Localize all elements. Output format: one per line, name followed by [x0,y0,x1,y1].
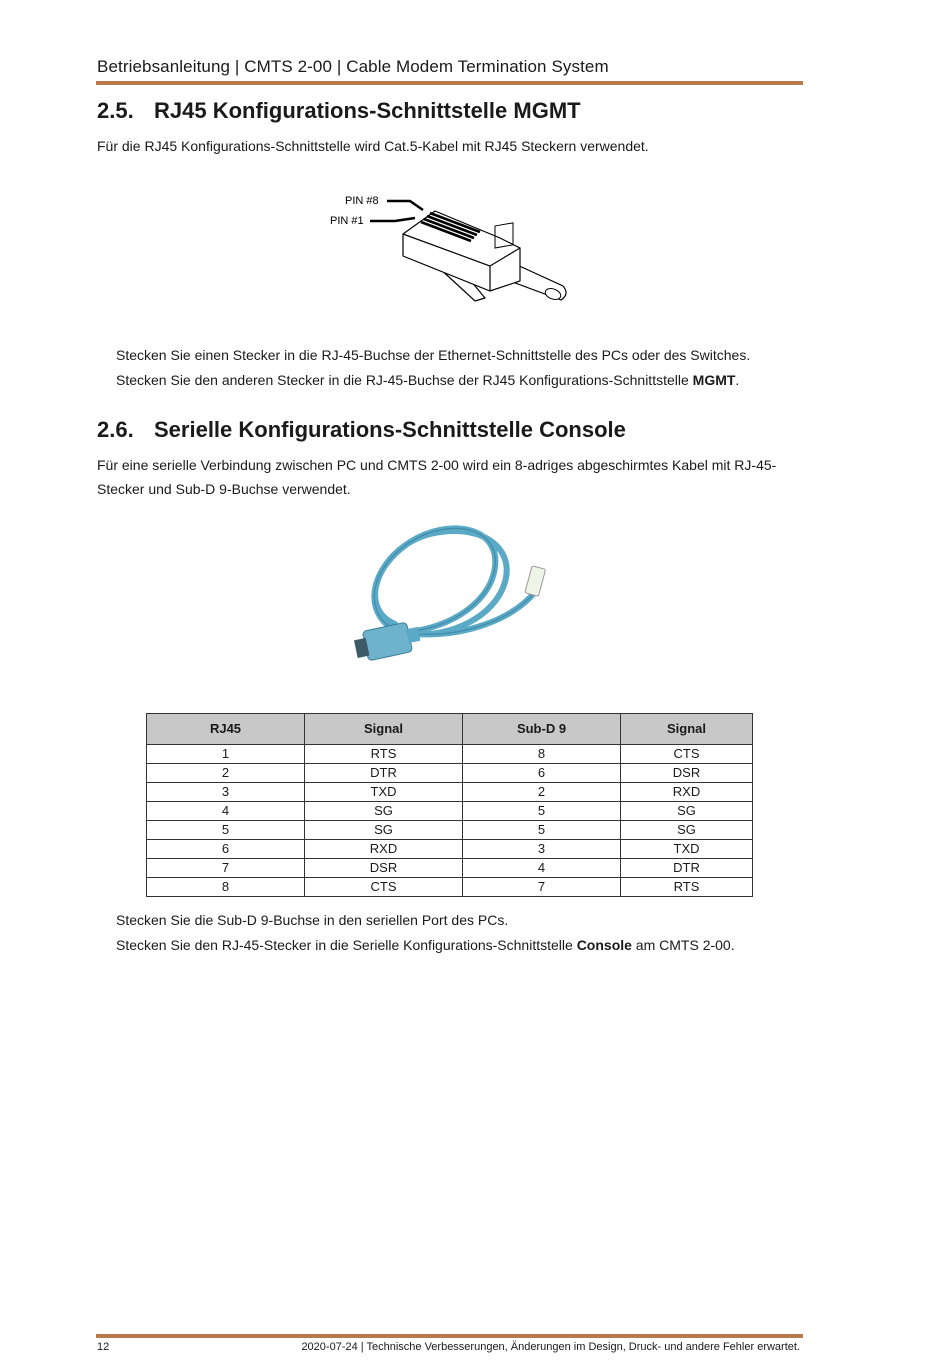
col-header-signal: Signal [305,714,463,745]
step-console-plug [116,937,735,953]
table-row [147,840,753,859]
table-cell: 5 [147,821,305,840]
table-cell: 6 [147,840,305,859]
section-title: Serielle Konfigurations-Schnittstelle Console [154,417,626,442]
table-row [147,764,753,783]
table-cell: 8 [147,878,305,897]
table-row [147,745,753,764]
table-cell: RXD [305,840,463,859]
section-intro [97,453,797,501]
table-cell: 8 [463,745,621,764]
rj45-plug [525,566,546,597]
table-row [147,821,753,840]
section-title: RJ45 Konfigurations-Schnittstelle MGMT [154,98,581,123]
footer-note: 2020-07-24 | Technische Verbesserungen, Änderungen im Design, Druck- und andere Fehler erwartet. [301,1341,800,1353]
header-divider [96,81,803,85]
table-cell: 5 [463,821,621,840]
section-number: 2.6. [97,417,134,442]
table-cell: SG [621,802,753,821]
table-cell: TXD [305,783,463,802]
intro-line-1: Für eine serielle Verbindung zwischen PC und CMTS 2-00 wird ein 8-adriges abgeschirmtes Kabel mit RJ-45- [97,457,777,473]
table-cell: 5 [463,802,621,821]
col-header-rj45: RJ45 [147,714,305,745]
page-number: 12 [97,1341,110,1353]
table-cell: DSR [305,859,463,878]
table-cell: DSR [621,764,753,783]
table-cell: 7 [463,878,621,897]
page-header-title: Betriebsanleitung | CMTS 2-00 | Cable Modem Termination System [97,57,609,76]
step-ethernet-plug: Stecken Sie einen Stecker in die RJ-45-Buchse der Ethernet-Schnittstelle des PCs oder des Switches. [116,347,751,363]
table-cell: SG [305,802,463,821]
table-row [147,859,753,878]
table-cell: RTS [621,878,753,897]
table-cell: DTR [621,859,753,878]
table-cell: RTS [305,745,463,764]
table-cell: 3 [147,783,305,802]
table-cell: RXD [621,783,753,802]
section-number: 2.5. [97,98,134,123]
table-row [147,802,753,821]
table-cell: 2 [463,783,621,802]
col-header-subd9: Sub-D 9 [463,714,621,745]
rj45-connector-diagram [325,186,575,311]
pinout-table [146,713,753,897]
pin1-label: PIN #1 [330,215,364,227]
step-suffix: am CMTS 2-00. [631,937,735,953]
table-cell: SG [621,821,753,840]
table-cell: CTS [621,745,753,764]
mgmt-port-name: MGMT [692,372,736,388]
step-text: Stecken Sie den anderen Stecker in die RJ-45-Buchse der RJ45 Konfigurations-Schnittstelle [116,372,693,388]
intro-line-2: Stecker und Sub-D 9-Buchse verwendet. [97,481,351,497]
col-header-signal: Signal [621,714,753,745]
plug-body [403,211,520,291]
table-cell: 1 [147,745,305,764]
section-intro: Für die RJ45 Konfigurations-Schnittstelle wird Cat.5-Kabel mit RJ45 Steckern verwendet. [97,138,649,154]
table-cell: 7 [147,859,305,878]
table-header-row [147,714,753,745]
pin8-label: PIN #8 [345,195,379,207]
console-cable-photo [340,512,555,687]
step-suffix: . [735,372,740,388]
pin8-arrow [387,201,423,210]
step-subd9-plug: Stecken Sie die Sub-D 9-Buchse in den seriellen Port des PCs. [116,912,509,928]
table-cell: 4 [463,859,621,878]
step-mgmt-plug [116,372,739,388]
table-cell: TXD [621,840,753,859]
table-cell: 3 [463,840,621,859]
db9-connector [353,620,423,663]
table-cell: DTR [305,764,463,783]
table-cell: SG [305,821,463,840]
step-text: Stecken Sie den RJ-45-Stecker in die Serielle Konfigurations-Schnittstelle [116,937,577,953]
footer-divider [96,1334,803,1338]
pin1-arrow [370,218,415,221]
table-cell: CTS [305,878,463,897]
table-cell: 2 [147,764,305,783]
table-cell: 6 [463,764,621,783]
section-heading-rj45 [97,98,581,124]
table-row [147,783,753,802]
table-row [147,878,753,897]
console-port-name: Console [576,937,632,953]
table-cell: 4 [147,802,305,821]
section-heading-console [97,417,626,443]
